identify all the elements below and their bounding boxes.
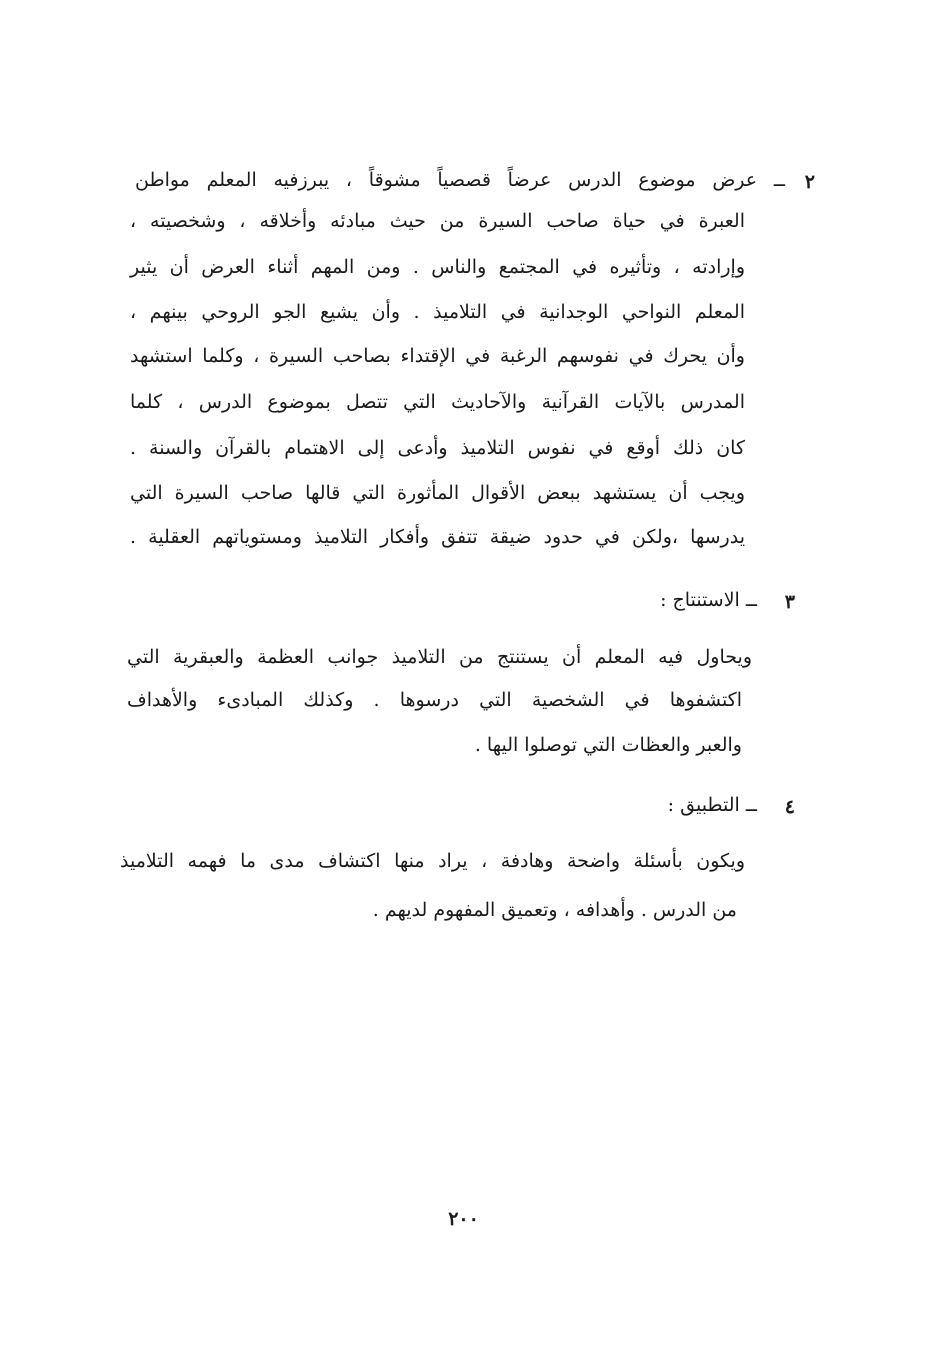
paragraph-line: ويحاول فيه المعلم أن يستنتج من التلاميذ جوانب العظمة والعبقرية التي (127, 646, 752, 668)
paragraph-line: وأن يحرك في نفوسهم الرغبة في الإقتداء بصاحب السيرة ، وكلما استشهد (130, 345, 745, 367)
section-number-2: ٢ (804, 171, 815, 193)
paragraph-line: المدرس بالآيات القرآنية والآحاديث التي تتصل بموضوع الدرس ، كلما (130, 391, 745, 413)
section-heading-conclusion: ــ الاستنتاج : (660, 589, 757, 611)
paragraph-line: ويكون بأسئلة واضحة وهادفة ، يراد منها اكتشاف مدى ما فهمه التلاميذ (120, 850, 745, 872)
paragraph-line: المعلم النواحي الوجدانية في التلاميذ . وأن يشيع الجو الروحي بينهم ، (130, 301, 745, 323)
paragraph-line: ــ عرض موضوع الدرس عرضاً قصصياً مشوقاً ، يبرزفيه المعلم مواطن (135, 169, 785, 191)
paragraph-line: العبرة في حياة صاحب السيرة من حيث مبادئه وأخلاقه ، وشخصيته ، (130, 210, 745, 232)
paragraph-line: كان ذلك أوقع في نفوس التلاميذ وأدعى إلى الاهتمام بالقرآن والسنة . (130, 437, 745, 459)
section-number-3: ٣ (784, 591, 795, 613)
paragraph-line: يدرسها ،ولكن في حدود ضيقة تتفق وأفكار التلاميذ ومستوياتهم العقلية . (130, 526, 745, 548)
paragraph-line: والعبر والعظات التي توصلوا اليها . (474, 734, 742, 756)
paragraph-line: ويجب أن يستشهد ببعض الأقوال المأثورة التي قالها صاحب السيرة التي (130, 482, 745, 504)
section-heading-application: ــ التطبيق : (667, 794, 757, 816)
paragraph-line: اكتشفوها في الشخصية التي درسوها . وكذلك المبادىء والأهداف (127, 689, 742, 711)
page-number: ٢٠٠ (448, 1208, 479, 1230)
section-number-4: ٤ (784, 796, 795, 818)
paragraph-line: وإرادته ، وتأثيره في المجتمع والناس . ومن المهم أثناء العرض أن يثير (130, 256, 745, 278)
paragraph-line: من الدرس . وأهدافه ، وتعميق المفهوم لديهم . (372, 899, 737, 921)
